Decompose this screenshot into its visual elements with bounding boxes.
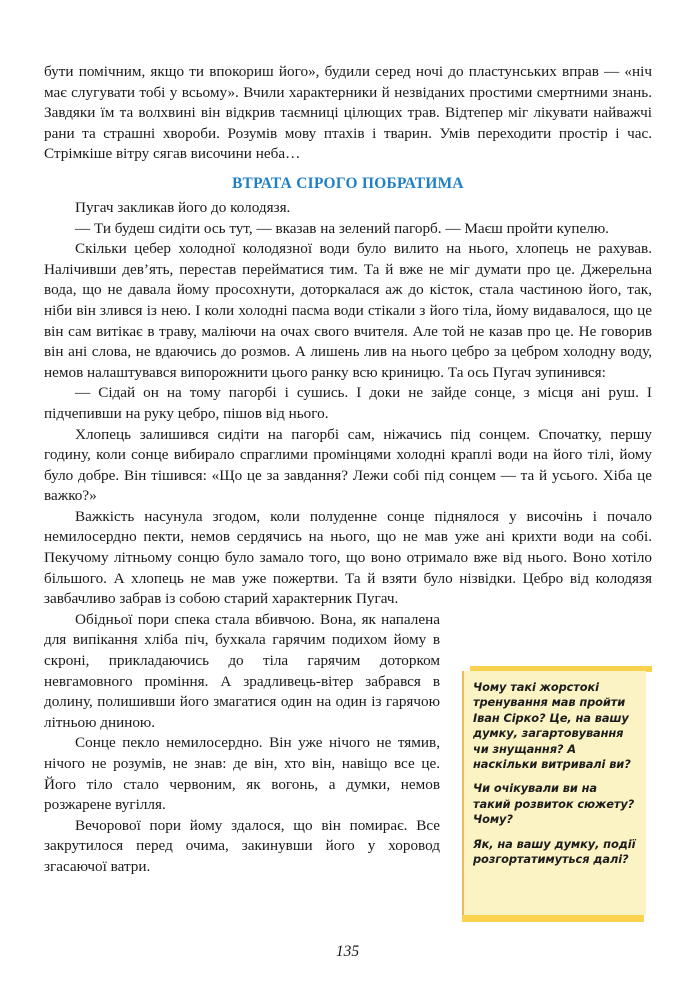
- callout-question-2: Чи очікували ви на такий розвиток сюжету? Чому?: [473, 781, 635, 827]
- paragraph-5: Хлопець залишився сидіти на пагорбі сам, ніжачись під сонцем. Спочатку, першу годину, коли сонце вибирало спраглими промінцями холодні краплі води на його тілі, йому було добре. Він тішився: «Що це за завдання? Лежи собі під сонцем — та й усього. Хіба це важко?»: [44, 425, 652, 505]
- continued-paragraph: бути помічним, якщо ти впокориш його», будили серед ночі до пластунських вправ — «ніч має слугувати тобі у всьому». Вчили характерники й незвіданих простими смертними знань. Завдяки їм та волхвині він відкрив таємниці цілющих трав. Відтепер міг лікувати найважчі рани та страшні хвороби. Розумів мову птахів і тварин. Умів переходити простір і час. Стрімкіше вітру сягав височини неба…: [44, 63, 652, 163]
- paragraph-8: Сонце пекло немилосердно. Він уже нічого не тямив, нічого не розумів, не знав: де він, хто він, навіщо все це. Його тіло стало червоним, як вогонь, а думки, немов розжарене вугілля.: [44, 734, 440, 814]
- callout-question-3: Як, на вашу думку, події розгортатимуться далі?: [473, 836, 636, 867]
- paragraph-7: Обідньої пори спека стала вбивчою. Вона, як напалена для випікання хліба піч, бухкала гарячим подихом йому в скроні, прикладаючись до тіла гарячим доторком невгамовного проміння. А зрадливець-вітер забрався в долину, полишивши його змагатися один на один із гарячою літньою дниною.: [44, 610, 440, 731]
- section-title: ВТРАТА СІРОГО ПОБРАТИМА: [232, 174, 464, 192]
- page-number: 135: [335, 943, 360, 960]
- paragraph-9: Вечорової пори йому здалося, що він помирає. Все закрутилося перед очима, закинувши його у хоровод згасаючої ватри.: [44, 816, 440, 875]
- callout-body: [462, 671, 646, 915]
- callout-bottom-accent-bar: [462, 915, 644, 922]
- questions-callout: [462, 666, 652, 922]
- paragraph-1: Пугач закликав його до колодязя.: [75, 198, 291, 216]
- paragraph-6: Важкість насунула згодом, коли полуденне сонце піднялося у височінь і почало немилосердно пекти, немов сердячись на нього, що не мав уже ані крихти води на собі. Пекучому літньому сонцю було замало того, що воно отримало вже від нього. Воно хотіло більшого. А хлопець не мав уже пожертви. Та й взяти було нізвідки. Цебро від колодязя завбачливо забрав із собою старий характерник Пугач.: [44, 507, 652, 608]
- paragraph-3: Скільки цебер холодної колодязної води було вилито на нього, хлопець не рахував. Налічивши дев’ять, перестав перейматися тим. Та й вже не міг думати про це. Джерельна вода, що не давала йому просохнути, доторкалася аж до кісток, стала частиною його, так, ніби він злився із нею. І коли холодні пасма води стікали з його тіла, йому видавалося, що це він сам витікає в траву, маліючи на очах свого вчителя. Але той не казав про це. Не говорив він ані слова, не вдаючись до розмов. А лишень лив на нього цебро за цебром холодну воду, немов налаштувався випорожнити цього ранку всю криницю. Та ось Пугач зупинився:: [44, 240, 652, 381]
- callout-question-1: Чому такі жорстокі тренування мав пройти Іван Сірко? Це, на вашу думку, загартовування чи знущання? А наскільки витривалі ви?: [473, 680, 631, 772]
- paragraph-4: — Сідай он на тому пагорбі і сушись. І доки не зайде сонце, з місця ані руш. І підчепивши на руку цебро, пішов від нього.: [44, 384, 652, 422]
- paragraph-2: — Ти будеш сидіти ось тут, — вказав на зелений пагорб. — Маєш пройти купелю.: [75, 219, 609, 237]
